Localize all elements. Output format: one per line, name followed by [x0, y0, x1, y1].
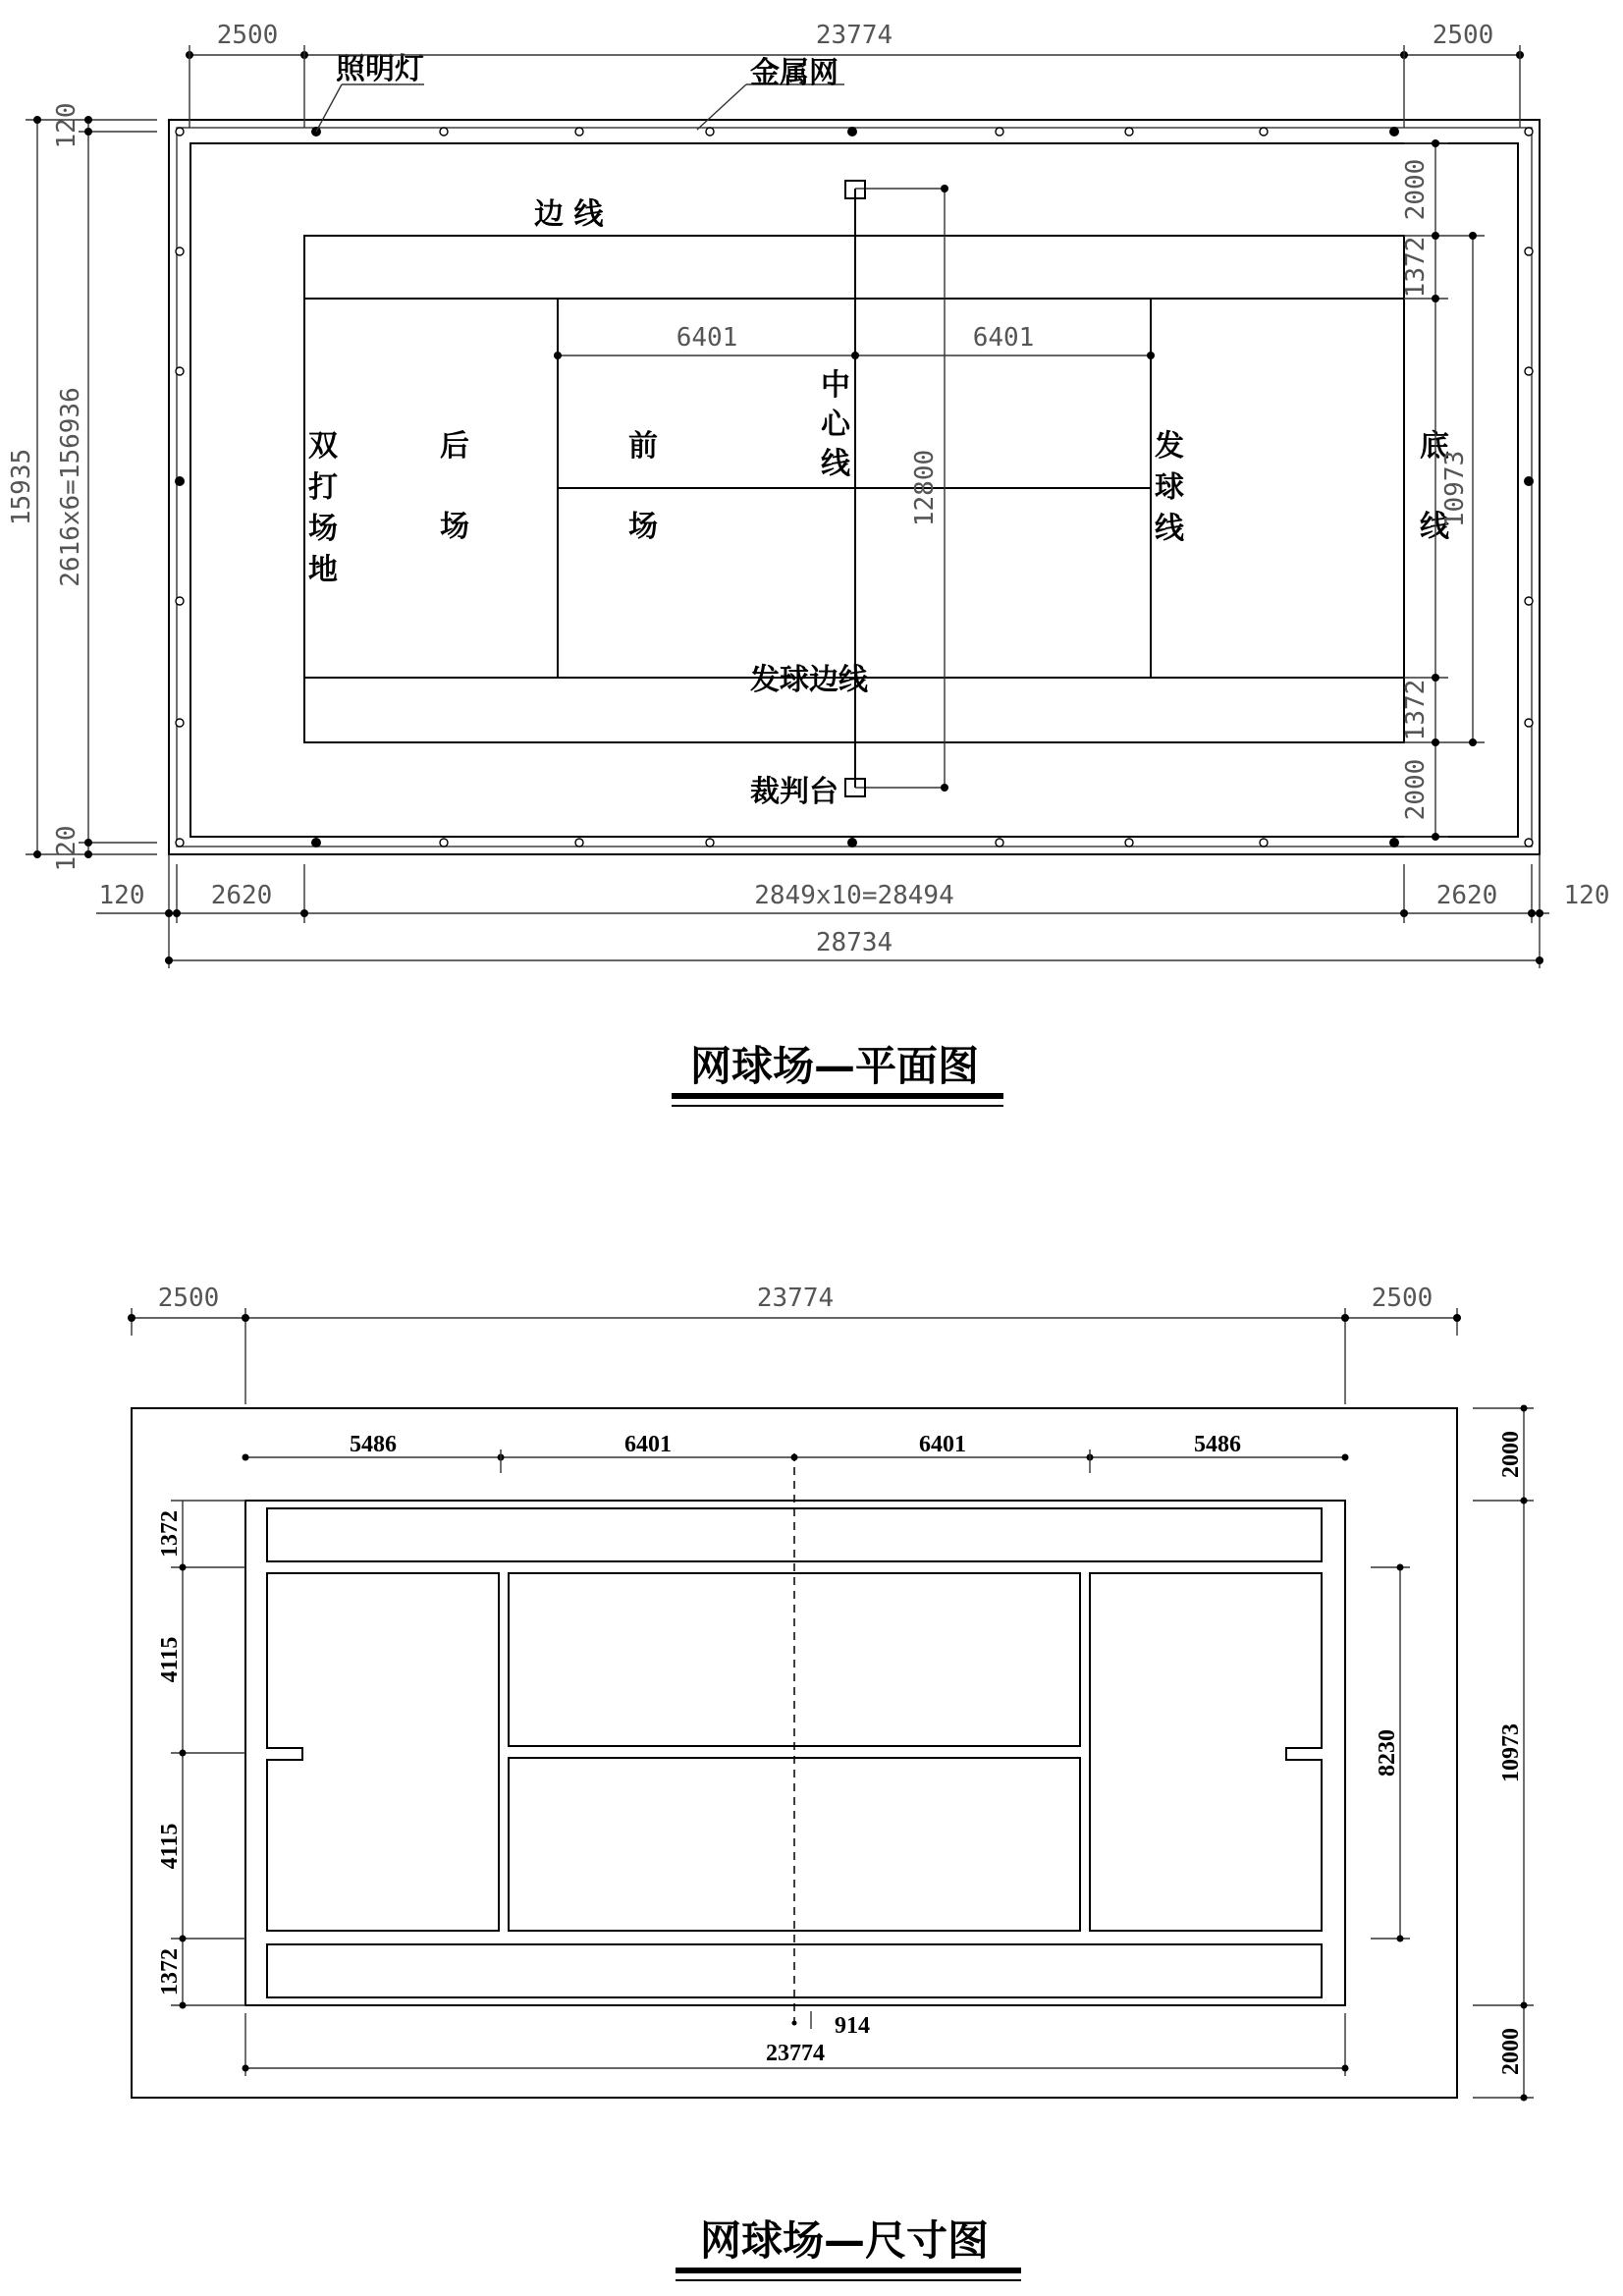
size-dim-8230: 8230 — [1375, 1729, 1400, 1777]
dim-left-top: 120 — [52, 102, 81, 149]
label-frontcourt — [628, 429, 658, 544]
dim-bottom-120-left: 120 — [98, 881, 145, 910]
label-centerline — [821, 368, 851, 481]
svg-text:打: 打 — [308, 470, 338, 505]
size-dim-seg2: 6401 — [624, 1432, 672, 1457]
dim-bottom-2620-left: 2620 — [210, 881, 273, 910]
label-lighting: 照明灯 — [336, 52, 424, 86]
dim-left-total: 15935 — [7, 448, 36, 526]
svg-text:心: 心 — [821, 408, 850, 442]
label-service-sideline: 发球边线 — [750, 663, 868, 697]
svg-text:场: 场 — [628, 510, 658, 544]
svg-text:场: 场 — [440, 510, 469, 544]
svg-text:地: 地 — [308, 553, 338, 587]
size-dim-right-2000a: 2000 — [1498, 1431, 1524, 1478]
svg-text:线: 线 — [821, 447, 850, 481]
dim-bottom-120-right: 120 — [1563, 881, 1610, 910]
size-view — [128, 1284, 1534, 2280]
svg-text:线: 线 — [1155, 512, 1184, 546]
dim-right-1372a: 1372 — [1401, 236, 1431, 299]
size-dim-left-4115b: 4115 — [157, 1823, 183, 1870]
dim-right-top: 2000 — [1401, 158, 1431, 221]
svg-text:球: 球 — [1155, 470, 1184, 505]
size-dim-right-2000b: 2000 — [1498, 2028, 1524, 2075]
label-umpire: 裁判台 — [750, 775, 839, 809]
label-doubles — [308, 429, 338, 587]
svg-text:后: 后 — [440, 429, 469, 464]
plan-view — [7, 21, 1609, 1106]
size-dim-left-4115a: 4115 — [157, 1636, 183, 1683]
label-fence: 金属网 — [750, 56, 839, 90]
dim-left-bottom: 120 — [52, 825, 81, 872]
size-dim-top-mid: 23774 — [756, 1284, 835, 1313]
dim-right-1372b: 1372 — [1401, 679, 1431, 741]
label-serviceline — [1155, 429, 1185, 546]
size-dim-right-10973: 10973 — [1498, 1723, 1524, 1782]
svg-text:发: 发 — [1155, 429, 1184, 464]
dim-12800: 12800 — [910, 449, 940, 527]
dim-bottom-mid: 2849x10=28494 — [754, 881, 954, 910]
svg-text:底: 底 — [1420, 429, 1449, 464]
court-outline — [245, 1501, 1345, 2005]
svg-text:中: 中 — [821, 368, 850, 403]
dim-6401-right: 6401 — [972, 323, 1035, 353]
svg-text:前: 前 — [628, 429, 658, 464]
dim-top-left: 2500 — [216, 21, 279, 50]
size-dim-bottom-length: 23774 — [766, 2041, 825, 2066]
size-dim-top-right: 2500 — [1371, 1284, 1434, 1313]
dim-6401-left: 6401 — [676, 323, 738, 353]
label-backcourt — [440, 429, 469, 544]
dim-right-10973: 10973 — [1440, 450, 1470, 528]
size-dim-top-left: 2500 — [157, 1284, 220, 1313]
svg-text:线: 线 — [1420, 510, 1449, 544]
size-title: 网球场—尺寸图 — [699, 2216, 990, 2265]
size-dim-left-1372b: 1372 — [157, 1948, 183, 1995]
dim-top-right: 2500 — [1432, 21, 1494, 50]
svg-text:场: 场 — [308, 512, 338, 546]
dim-right-bottom: 2000 — [1401, 758, 1431, 821]
dim-top-mid: 23774 — [815, 21, 893, 50]
size-dim-seg1: 5486 — [350, 1432, 397, 1457]
dim-left-inner: 2616x6=156936 — [56, 387, 85, 587]
dim-bottom-2620-right: 2620 — [1435, 881, 1498, 910]
label-sideline: 边 线 — [534, 197, 604, 232]
size-dim-left-1372a: 1372 — [157, 1510, 183, 1558]
svg-text:双: 双 — [308, 429, 338, 464]
size-dim-seg3: 6401 — [919, 1432, 966, 1457]
plan-title: 网球场—平面图 — [689, 1042, 980, 1090]
dim-bottom-total: 28734 — [815, 928, 893, 957]
size-dim-914: 914 — [835, 2013, 870, 2039]
size-dim-seg4: 5486 — [1194, 1432, 1241, 1457]
